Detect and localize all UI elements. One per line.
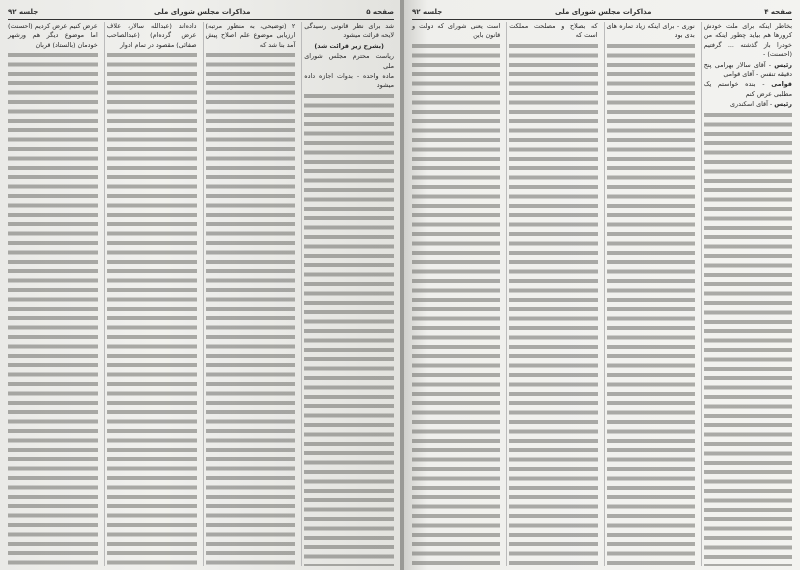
illegible-text-block [704,111,792,566]
illegible-text-block [304,92,394,566]
session-number: جلسه ۹۲ [412,8,443,16]
paragraph [304,72,394,91]
paragraph [704,100,792,109]
paragraph [8,22,98,50]
paragraph-text: عرض کنیم عرض کردیم (احسنت) اما موضوع دیگر هم ورشهر خودمان (بالستاد) قربان [8,22,98,49]
paragraph-text: بخاطر اینکه برای ملت خودش کرورها هم بیاید چطور اینکه من خودرا باز گذشته ... گرفتیم (احسنت) - [703,22,792,59]
paragraph [304,52,394,71]
paragraph-text: که بصلاح و مصلحت مملکت است که [509,22,598,40]
paragraph [304,22,394,41]
text-column [604,22,697,566]
illegible-text-block [206,51,296,566]
paragraph-text: - بنده خواستم یک مطلبی عرض کنم [703,80,792,98]
page-number: صفحه ۴ [764,8,792,16]
paragraph-text: - آقای اسکندری [730,100,775,109]
illegible-text-block [509,42,597,566]
paragraph [107,22,197,50]
paragraph-text: - آقای سالار بهرامی پنج دقیقه تنفس - آقای قوامی [703,60,792,79]
speaker-name: رئیس [774,60,792,69]
paragraph-text: (بشرح زیر قرائت شد) [314,41,384,50]
paragraph-text: داده‌اند (عبدالله سالار، علاف عرض گرده‌ام) (عبدالصاحب صفائی) مقصود در تمام ادوار [106,22,197,49]
paragraph [412,22,500,41]
text-column [410,22,502,566]
page-number: صفحه ۵ [366,8,394,16]
speaker-name: رئیس [774,100,792,109]
text-column [701,22,794,566]
paragraph-text: شد برای نظر قانونی رسیدگی لایحه قرائت میشود [304,22,394,40]
columns [410,22,794,566]
page-header [412,6,792,20]
paragraph [509,22,597,41]
text-column [6,22,100,566]
page-title: مذاکرات مجلس شورای ملی [555,8,652,16]
illegible-text-block [107,51,197,566]
paragraph [607,22,695,41]
paragraph-text: ماده واحده - بدوات اجازه داده میشود [304,72,394,90]
illegible-text-block [607,42,695,566]
paragraph-text: نوری - برای اینکه زیاد تماره های بدی بود [606,22,695,40]
paragraph [704,61,792,80]
paragraph [704,80,792,99]
text-column [203,22,298,566]
right-page [404,0,800,570]
page-title: مذاکرات مجلس شورای ملی [154,8,251,16]
session-number: جلسه ۹۲ [8,8,39,16]
paragraph [206,22,296,50]
text-column [104,22,199,566]
paragraph-text: ریاست محترم مجلس شورای ملی [304,52,394,70]
page-header [8,6,394,20]
paragraph-text: ۲ (توضیحی، به منظور مرتبه) ارزیابی موضوع علم اصلاح پیش آمد بنا شد که [205,22,296,49]
paragraph [304,42,394,51]
text-column [301,22,396,566]
illegible-text-block [8,51,98,566]
paragraph [704,22,792,60]
text-column [506,22,599,566]
columns [6,22,396,566]
illegible-text-block [412,42,500,566]
speaker-name: قوامی [771,80,792,89]
paragraph-text: است یعنی شورای که دولت و قانون باین [412,22,501,40]
